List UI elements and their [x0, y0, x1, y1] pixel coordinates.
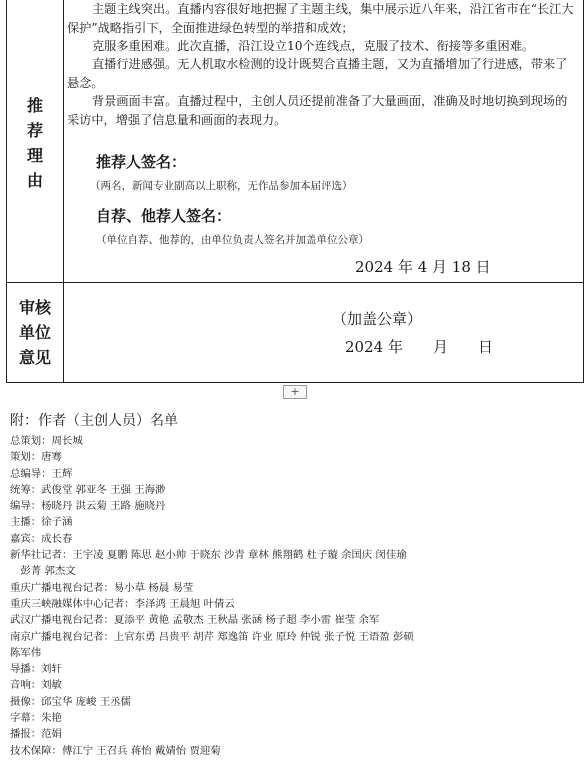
- review-opinion-label: 审核 单位 意见: [18, 298, 51, 367]
- table-border-right: [583, 0, 584, 383]
- recommend-reason-label: 推 荐 理 由: [26, 96, 43, 190]
- reason-paragraph-1: 主题主线突出。直播内容很好地把握了主题主线，集中展示近八年来，沿江省市在“长江大保护”战略指引下，全面推进绿色转型的举措和成效；: [67, 2, 574, 35]
- author-line: 重庆广播电视台记者：易小草 杨晨 易莹: [10, 581, 194, 594]
- review-date: 2024 年 月 日: [345, 338, 493, 356]
- reason-paragraph-3: 直播行进感强。无人机取水检测的设计既契合直播主题，又为直播增加了行进感，带来了悬念。: [67, 57, 568, 90]
- author-line: 技术保障：傅江宁 王召兵 蒋怡 戴婧怡 贾迎菊: [10, 744, 221, 757]
- author-list: [10, 411, 585, 759]
- author-line: 统筹：武俊堂 郭亚冬 王强 王海渺: [10, 483, 166, 496]
- reason-paragraph-2: 克服多重困难。此次直播，沿江设立10个连线点，克服了技术、衔接等多重困难。: [92, 39, 535, 53]
- author-list-title: 附：作者（主创人员）名单: [10, 413, 178, 429]
- author-line: 播报：范娟: [10, 728, 62, 741]
- author-line: 新华社记者：王宇凌 夏鹏 陈思 赵小帅 于晓东 沙青 章林 熊翔鹤 杜子璇 余国庆 闵佳瑜: [10, 549, 407, 562]
- author-line: 编导：杨晓丹 洪云菊 王路 施晓丹: [10, 500, 166, 513]
- author-line: 重庆三峡融媒体中心记者：李泽鸿 王晨旭 叶倩云: [10, 597, 235, 610]
- author-line: 彭菁 郭杰文: [10, 565, 76, 578]
- author-line: 总编导：王辉: [10, 467, 73, 480]
- table-border-left: [6, 0, 7, 383]
- self-recommender-note: （单位自荐、他荐的，由单位负责人签名并加盖单位公章）: [96, 234, 369, 246]
- table-column-divider: [63, 0, 64, 383]
- author-line: 策划：唐骞: [10, 451, 62, 464]
- author-line: 南京广播电视台记者：上官东勇 吕贵平 胡芹 郑逸笛 许业 原玲 仲锐 张子悦 王语盈 彭硕: [10, 630, 414, 643]
- author-line: 摄像：邱宝华 庞峻 王丞儒: [10, 695, 131, 708]
- recommend-date: 2024 年 4 月 18 日: [355, 258, 491, 276]
- official-seal-placeholder: （加盖公章）: [332, 310, 423, 328]
- table-row-divider: [6, 282, 584, 283]
- author-line: 字幕：朱艳: [10, 712, 62, 725]
- author-line: 武汉广播电视台记者：夏添平 黄艳 孟敬杰 王秋晶 张涵 杨子超 李小雷 崔莹 余军: [10, 614, 380, 627]
- expand-table-button[interactable]: +: [283, 385, 307, 399]
- author-line: 陈军伟: [10, 646, 42, 659]
- author-line: 总策划：周长城: [10, 435, 83, 447]
- author-line: 音响：刘敏: [10, 679, 62, 692]
- author-line: 嘉宾：成长春: [10, 532, 73, 545]
- author-line: 导播：刘轩: [10, 663, 62, 676]
- recommender-note: （两名，新闻专业副高以上职称，无作品参加本届评选）: [90, 180, 353, 192]
- self-recommender-signature-label: 自荐、他荐人签名：: [96, 207, 232, 225]
- recommender-signature-label: 推荐人签名：: [96, 153, 187, 171]
- table-border-bottom: [6, 382, 584, 383]
- author-line: 主播：徐子涵: [10, 516, 73, 529]
- reason-paragraph-4: 背景画面丰富。直播过程中，主创人员还提前准备了大量画面，准确及时地切换到现场的采访中，增强了信息量和画面的表现力。: [67, 94, 568, 127]
